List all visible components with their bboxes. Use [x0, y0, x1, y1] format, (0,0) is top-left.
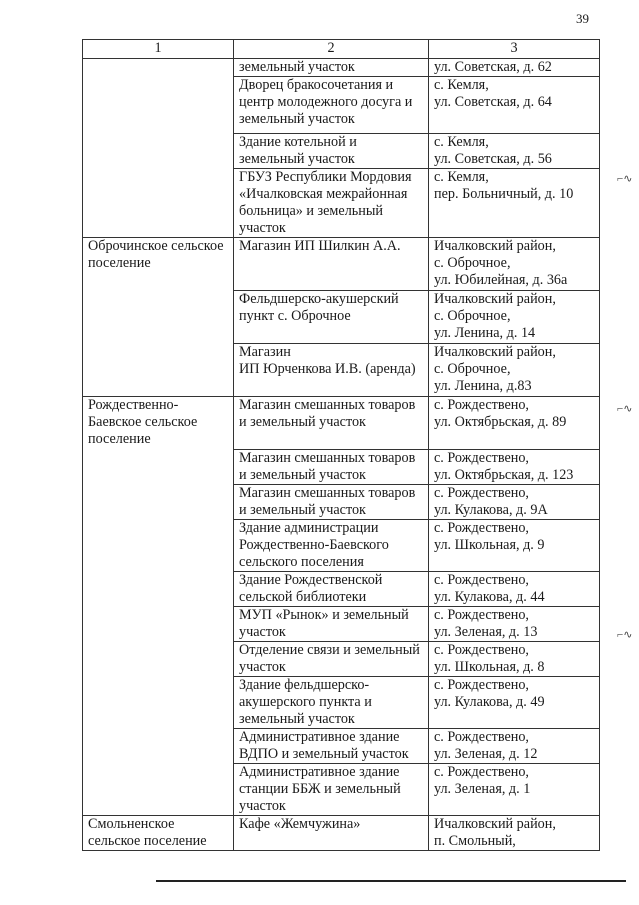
address-cell: с. Рождествено, ул. Октябрьская, д. 89 — [429, 397, 600, 450]
table-row — [83, 816, 600, 851]
margin-mark: ⌐∿ — [617, 629, 633, 641]
object-cell: Магазин ИП Шилкин А.А. — [234, 238, 429, 291]
address-cell: Ичалковский район, с. Оброчное, ул. Юбилейная, д. 36а — [429, 238, 600, 291]
margin-mark: ⌐∿ — [617, 403, 633, 415]
address-cell: с. Рождествено, ул. Кулакова, д. 44 — [429, 572, 600, 607]
object-cell: Административное здание ВДПО и земельный участок — [234, 729, 429, 764]
object-cell: Фельдшерско-акушерский пункт с. Оброчное — [234, 291, 429, 344]
object-cell: Магазин смешанных товаров и земельный участок — [234, 485, 429, 520]
settlement-cell — [83, 59, 234, 238]
object-cell: Здание котельной и земельный участок — [234, 134, 429, 169]
page-bottom-rule — [156, 880, 626, 882]
address-cell: Ичалковский район, п. Смольный, — [429, 816, 600, 851]
table-row — [83, 397, 600, 450]
address-cell: с. Рождествено, ул. Зеленая, д. 12 — [429, 729, 600, 764]
address-cell: с. Рождествено, ул. Зеленая, д. 13 — [429, 607, 600, 642]
object-cell: Административное здание станции ББЖ и земельный участок — [234, 764, 429, 816]
object-cell: Здание фельдшерско-акушерского пункта и земельный участок — [234, 677, 429, 729]
column-header-2: 2 — [234, 40, 429, 59]
object-cell: Магазин смешанных товаров и земельный участок — [234, 397, 429, 450]
property-table — [82, 39, 600, 851]
address-cell: с. Рождествено, ул. Кулакова, д. 9А — [429, 485, 600, 520]
object-cell: Здание Рождественской сельской библиотеки — [234, 572, 429, 607]
address-cell: с. Рождествено, ул. Октябрьская, д. 123 — [429, 450, 600, 485]
address-cell: ул. Советская, д. 62 — [429, 59, 600, 77]
header-row — [83, 40, 600, 59]
address-cell: с. Кемля, ул. Советская, д. 64 — [429, 77, 600, 134]
object-cell: Магазин ИП Юрченкова И.В. (аренда) — [234, 344, 429, 397]
object-cell: Отделение связи и земельный участок — [234, 642, 429, 677]
settlement-cell: Смольненское сельское поселение — [83, 816, 234, 851]
table-row — [83, 59, 600, 77]
object-cell: земельный участок — [234, 59, 429, 77]
column-header-3: 3 — [429, 40, 600, 59]
settlement-cell: Рождественно-Баевское сельское поселение — [83, 397, 234, 816]
object-cell: Здание администрации Рождественно-Баевского сельского поселения — [234, 520, 429, 572]
object-cell: МУП «Рынок» и земельный участок — [234, 607, 429, 642]
page-number: 39 — [576, 11, 589, 26]
address-cell: с. Кемля, пер. Больничный, д. 10 — [429, 169, 600, 238]
address-cell: Ичалковский район, с. Оброчное, ул. Ленина, д. 14 — [429, 291, 600, 344]
table-row — [83, 238, 600, 291]
address-cell: с. Рождествено, ул. Школьная, д. 8 — [429, 642, 600, 677]
address-cell: Ичалковский район, с. Оброчное, ул. Ленина, д.83 — [429, 344, 600, 397]
address-cell: с. Рождествено, ул. Зеленая, д. 1 — [429, 764, 600, 816]
column-header-1: 1 — [83, 40, 234, 59]
object-cell: Дворец бракосочетания и центр молодежного досуга и земельный участок — [234, 77, 429, 134]
address-cell: с. Рождествено, ул. Кулакова, д. 49 — [429, 677, 600, 729]
object-cell: ГБУЗ Республики Мордовия «Ичалковская межрайонная больница» и земельный участок — [234, 169, 429, 238]
settlement-cell: Оброчинское сельское поселение — [83, 238, 234, 397]
margin-mark: ⌐∿ — [617, 173, 633, 185]
object-cell: Кафе «Жемчужина» — [234, 816, 429, 851]
address-cell: с. Кемля, ул. Советская, д. 56 — [429, 134, 600, 169]
object-cell: Магазин смешанных товаров и земельный участок — [234, 450, 429, 485]
address-cell: с. Рождествено, ул. Школьная, д. 9 — [429, 520, 600, 572]
